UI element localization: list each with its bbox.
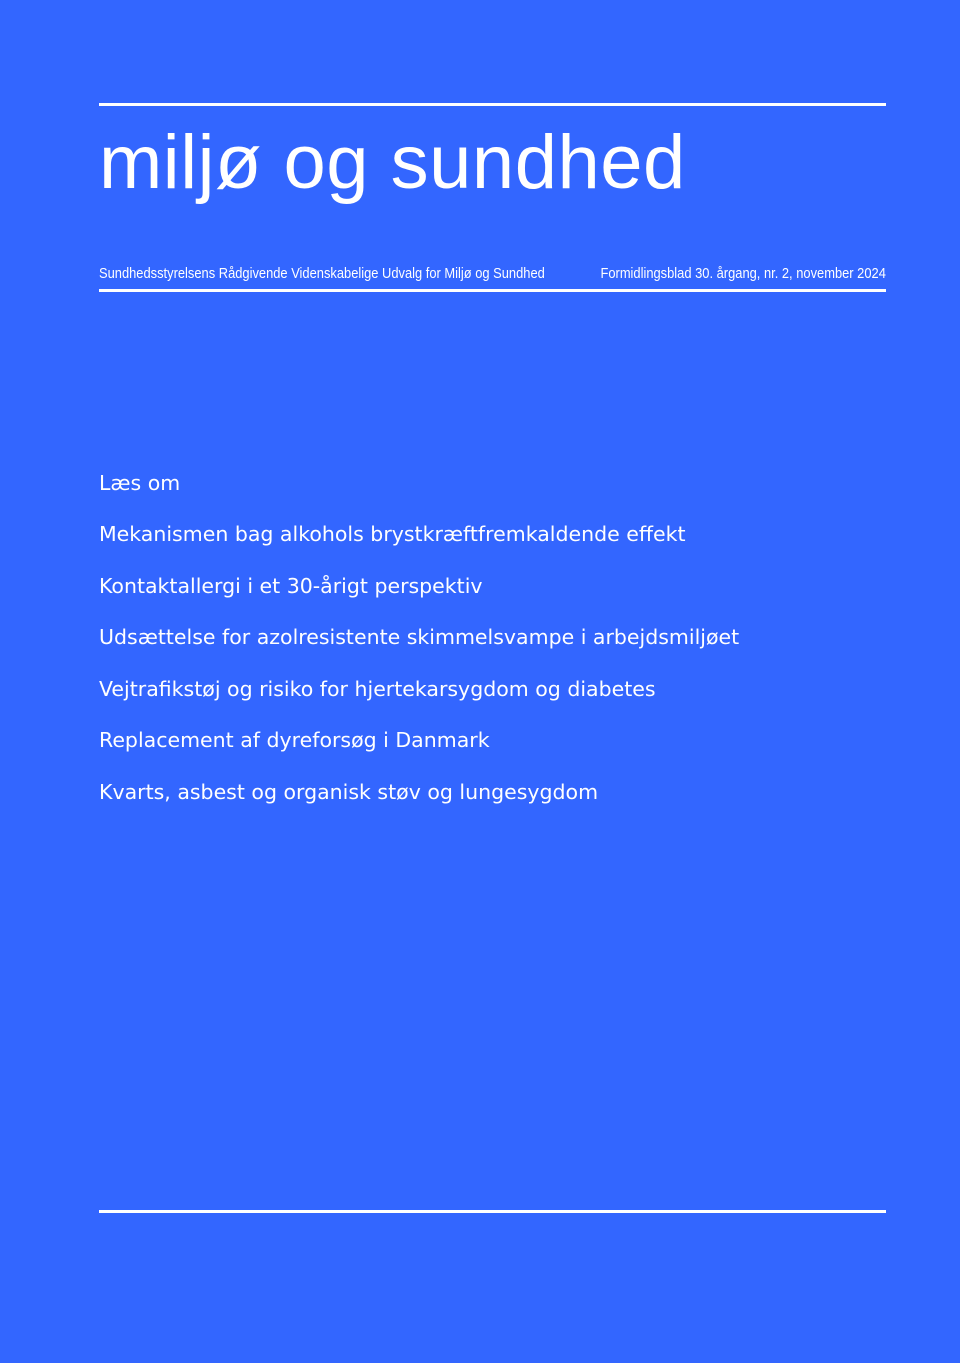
contents-item: Mekanismen bag alkohols brystkræftfremkaldende effekt	[99, 522, 686, 546]
contents-item: Vejtrafikstøj og risiko for hjertekarsygdom og diabetes	[99, 676, 656, 701]
masthead-title: miljø og sundhed	[99, 120, 686, 205]
contents-item: Replacement af dyreforsøg i Danmark	[99, 728, 490, 753]
contents-item: Kontaktallergi i et 30-årigt perspektiv	[99, 573, 483, 598]
masthead-subline	[99, 264, 886, 284]
contents-item: Udsættelse for azolresistente skimmelsvampe i arbejdsmiljøet	[99, 625, 740, 650]
issue-line: Formidlingsblad 30. årgang, nr. 2, november 2024	[600, 265, 886, 282]
contents-intro: Læs om	[99, 471, 181, 495]
contents-list	[99, 466, 899, 827]
masthead-divider	[99, 289, 886, 292]
publisher-line: Sundhedsstyrelsens Rådgivende Videnskabelige Udvalg for Miljø og Sundhed	[99, 265, 545, 282]
top-divider	[99, 103, 886, 106]
bottom-divider	[99, 1210, 886, 1213]
contents-item: Kvarts, asbest og organisk støv og lungesygdom	[99, 779, 599, 804]
